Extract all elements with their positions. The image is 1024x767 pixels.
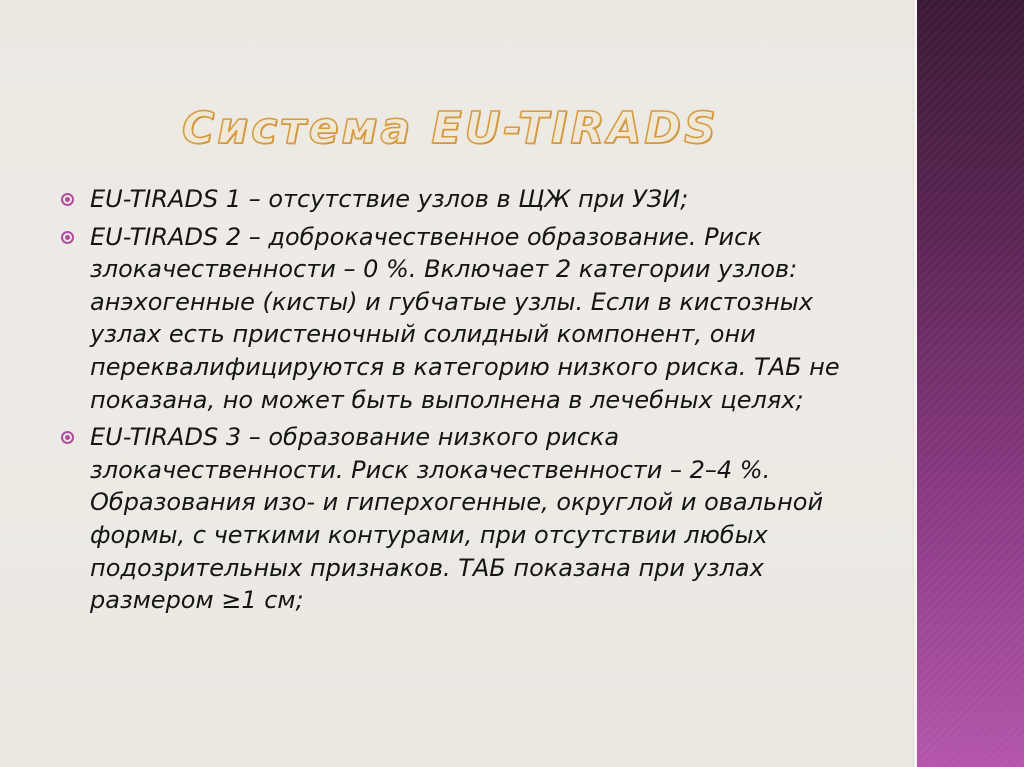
side-band-texture: [917, 0, 1024, 767]
decorative-side-band: [917, 0, 1024, 767]
radio-bullet-icon: [61, 231, 74, 244]
bullet-item-eu-tirads-1: [56, 183, 856, 216]
bullet-text: EU-TIRADS 3 – образование низкого риска злокачественности. Риск злокачественности – 2–4 %. Образования изо- и гиперхогенные, округлой и овальной формы, с четкими контурами, при отсутствии любых подозрительных признаков. ТАБ показана при узлах размером ≥1 см;: [90, 423, 824, 615]
slide-title: Система EU-TIRADS: [182, 103, 719, 154]
radio-bullet-icon: [61, 193, 74, 206]
bullet-item-eu-tirads-3: [56, 421, 856, 617]
bullet-item-eu-tirads-2: [56, 221, 856, 417]
bullet-text: EU-TIRADS 2 – доброкачественное образование. Риск злокачественности – 0 %. Включает 2 категории узлов: анэхогенные (кисты) и губчатые узлы. Если в кистозных узлах есть пристеночный солидный компонент, они переквалифицируются в категорию низкого риска. ТАБ не показана, но может быть выполнена в лечебных целях;: [90, 222, 840, 414]
radio-bullet-icon: [61, 431, 74, 444]
bullet-text: EU-TIRADS 1 – отсутствие узлов в ЩЖ при УЗИ;: [90, 185, 689, 213]
bullet-list: [56, 183, 856, 622]
